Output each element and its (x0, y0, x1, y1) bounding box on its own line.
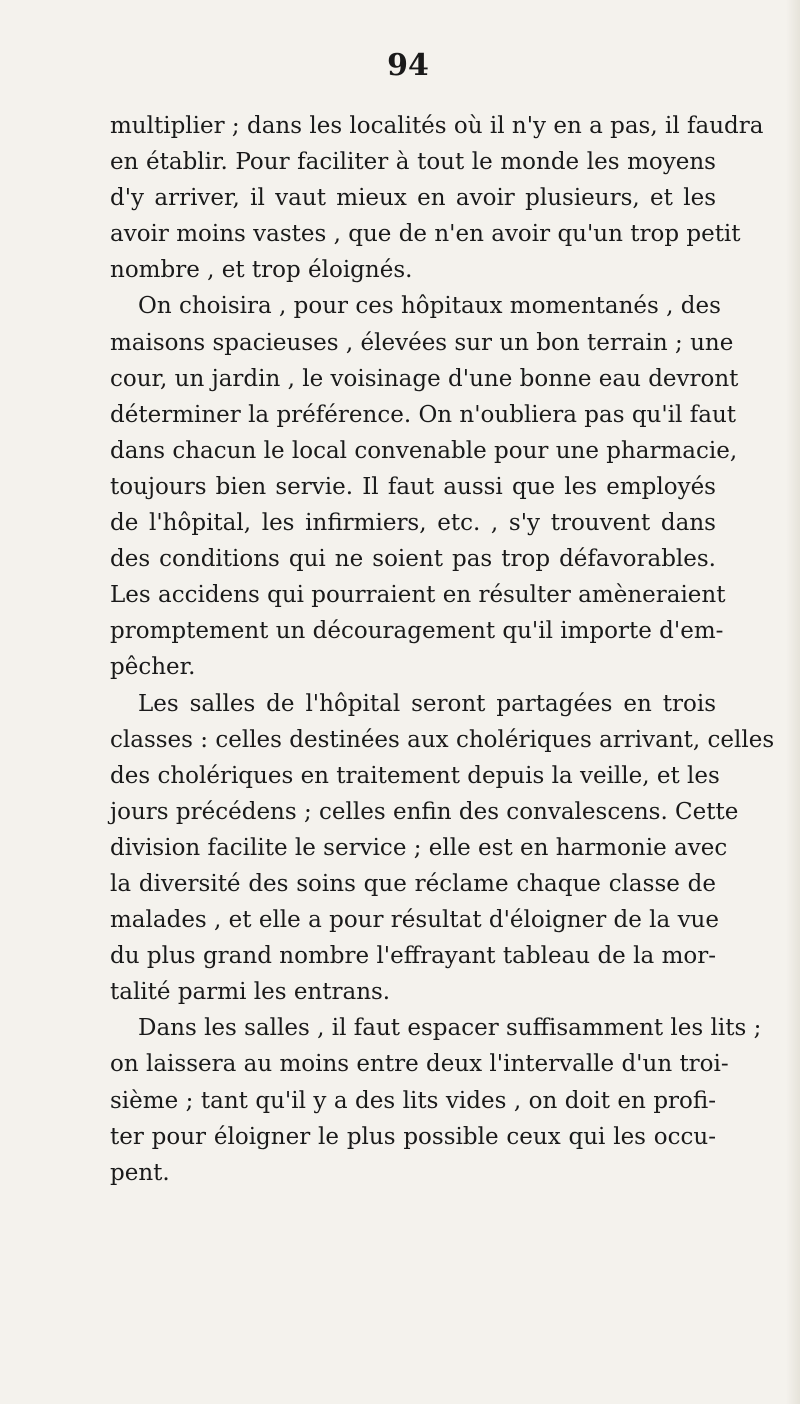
text-line: promptement un découragement qu'il importe d'em- (110, 618, 724, 645)
text-line: d'y arriver, il vaut mieux en avoir plusieurs, et les (110, 185, 716, 212)
text-line: des conditions qui ne soient pas trop défavorables. (110, 546, 716, 573)
text-line: en établir. Pour faciliter à tout le monde les moyens (110, 149, 716, 176)
text-line: classes : celles destinées aux cholériques arrivant, celles (110, 726, 775, 753)
text-line: du plus grand nombre l'effrayant tableau de la mor- (110, 943, 716, 970)
text-line: Dans les salles , il faut espacer suffisamment les lits ; (138, 1015, 762, 1042)
text-line: on laissera au moins entre deux l'intervalle d'un troi- (110, 1051, 729, 1078)
text-line: multiplier ; dans les localités où il n'y en a pas, il faudra (110, 113, 764, 139)
text-line: déterminer la préférence. On n'oubliera pas qu'il faut (110, 401, 736, 428)
text-line: toujours bien servie. Il faut aussi que les employés (110, 473, 716, 500)
text-line: Les accidens qui pourraient en résulter amèneraient (110, 582, 726, 609)
text-line: jours précédens ; celles enfin des convalescens. Cette (110, 798, 739, 825)
text-line: la diversité des soins que réclame chaque classe de (110, 870, 716, 897)
page-number: 94 (387, 48, 429, 83)
text-line: On choisira , pour ces hôpitaux momentanés , des (138, 293, 721, 320)
text-line: dans chacun le local convenable pour une pharmacie, (110, 437, 738, 464)
text-line: cour, un jardin , le voisinage d'une bonne eau devront (110, 365, 739, 392)
text-line: pent. (110, 1159, 170, 1186)
text-line: pêcher. (110, 654, 196, 681)
text-line: avoir moins vastes , que de n'en avoir qu'un trop petit (110, 221, 741, 248)
text-line: Les salles de l'hôpital seront partagées en trois (138, 690, 716, 717)
text-line: maisons spacieuses , élevées sur un bon terrain ; une (110, 329, 734, 356)
page-edge (786, 0, 800, 1404)
text-line: division facilite le service ; elle est en harmonie avec (110, 834, 728, 861)
text-line: nombre , et trop éloignés. (110, 257, 413, 284)
text-line: malades , et elle a pour résultat d'éloigner de la vue (110, 907, 719, 934)
text-line: sième ; tant qu'il y a des lits vides , on doit en profi- (110, 1087, 716, 1114)
body-text (110, 108, 775, 1191)
text-line: de l'hôpital, les infirmiers, etc. , s'y trouvent dans (110, 510, 716, 537)
text-line: des cholériques en traitement depuis la veille, et les (110, 762, 720, 789)
text-line: ter pour éloigner le plus possible ceux qui les occu- (110, 1123, 716, 1150)
text-line: talité parmi les entrans. (110, 979, 391, 1006)
